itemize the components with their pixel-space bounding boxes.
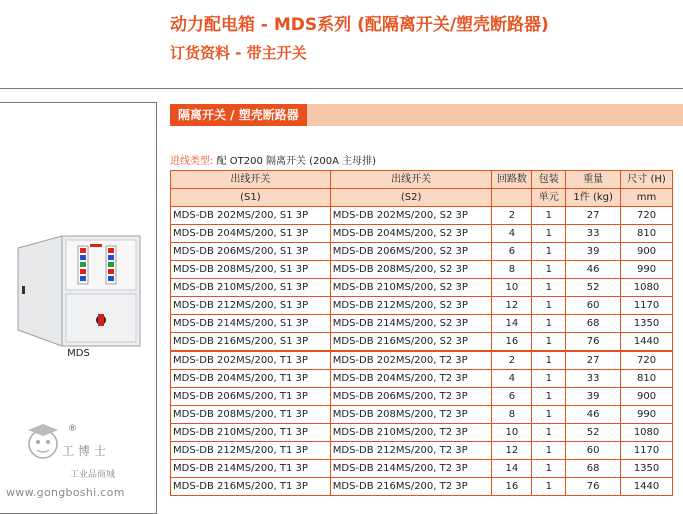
table-row — [171, 315, 673, 333]
table-row — [171, 351, 673, 370]
cell-circuits: 16 — [492, 478, 532, 496]
cell-s1-model: MDS-DB 212MS/200, T1 3P — [171, 442, 331, 460]
cell-height: 900 — [621, 388, 673, 406]
cell-s1-model: MDS-DB 202MS/200, S1 3P — [171, 207, 331, 225]
feed-type-label: 进线类型: — [170, 156, 214, 167]
col-header: 包装 — [532, 171, 566, 189]
cell-weight: 46 — [566, 406, 621, 424]
cell-circuits: 8 — [492, 261, 532, 279]
table-row — [171, 388, 673, 406]
mascot-logo-icon — [20, 420, 66, 466]
cell-circuits: 14 — [492, 460, 532, 478]
header-divider — [0, 88, 683, 89]
cell-height: 1170 — [621, 442, 673, 460]
cell-circuits: 4 — [492, 225, 532, 243]
cell-weight: 27 — [566, 351, 621, 370]
cell-circuits: 14 — [492, 315, 532, 333]
watermark-brand: 工博士 — [62, 444, 111, 458]
cell-pack-unit: 1 — [532, 424, 566, 442]
cell-s2-model: MDS-DB 208MS/200, S2 3P — [330, 261, 492, 279]
cell-s2-model: MDS-DB 204MS/200, T2 3P — [330, 370, 492, 388]
col-subheader: 单元 — [532, 189, 566, 207]
cell-pack-unit: 1 — [532, 243, 566, 261]
cell-s2-model: MDS-DB 216MS/200, T2 3P — [330, 478, 492, 496]
registered-mark: ® — [68, 424, 77, 434]
feed-type-value: 配 OT200 隔离开关 (200A 主母排) — [216, 156, 377, 167]
cell-circuits: 2 — [492, 207, 532, 225]
cell-s2-model: MDS-DB 214MS/200, S2 3P — [330, 315, 492, 333]
cell-weight: 76 — [566, 333, 621, 352]
cell-pack-unit: 1 — [532, 297, 566, 315]
cell-weight: 52 — [566, 424, 621, 442]
cell-s1-model: MDS-DB 208MS/200, T1 3P — [171, 406, 331, 424]
cell-s1-model: MDS-DB 216MS/200, T1 3P — [171, 478, 331, 496]
cell-pack-unit: 1 — [532, 388, 566, 406]
cell-weight: 39 — [566, 388, 621, 406]
cell-pack-unit: 1 — [532, 478, 566, 496]
cell-s2-model: MDS-DB 216MS/200, S2 3P — [330, 333, 492, 352]
cell-s2-model: MDS-DB 208MS/200, T2 3P — [330, 406, 492, 424]
cell-weight: 52 — [566, 279, 621, 297]
cell-weight: 39 — [566, 243, 621, 261]
cell-circuits: 10 — [492, 424, 532, 442]
col-header: 重量 — [566, 171, 621, 189]
product-caption: MDS — [67, 348, 90, 359]
cell-weight: 68 — [566, 315, 621, 333]
cell-weight: 33 — [566, 225, 621, 243]
cell-s1-model: MDS-DB 210MS/200, S1 3P — [171, 279, 331, 297]
cell-circuits: 12 — [492, 442, 532, 460]
table-body — [171, 207, 673, 496]
distribution-cabinet-image — [14, 140, 142, 350]
table-header-row-1 — [171, 171, 673, 189]
col-header: 出线开关 — [330, 171, 492, 189]
cell-pack-unit: 1 — [532, 370, 566, 388]
col-subheader: mm — [621, 189, 673, 207]
cell-s2-model: MDS-DB 210MS/200, T2 3P — [330, 424, 492, 442]
cell-height: 1080 — [621, 279, 673, 297]
cell-s2-model: MDS-DB 202MS/200, S2 3P — [330, 207, 492, 225]
cell-s1-model: MDS-DB 208MS/200, S1 3P — [171, 261, 331, 279]
table-row — [171, 297, 673, 315]
cell-pack-unit: 1 — [532, 279, 566, 297]
col-header: 尺寸 (H) — [621, 171, 673, 189]
cell-pack-unit: 1 — [532, 406, 566, 424]
table-row — [171, 478, 673, 496]
ordering-table — [170, 170, 673, 496]
table-row — [171, 225, 673, 243]
cell-pack-unit: 1 — [532, 333, 566, 352]
cell-height: 1170 — [621, 297, 673, 315]
cell-s1-model: MDS-DB 214MS/200, T1 3P — [171, 460, 331, 478]
cell-weight: 68 — [566, 460, 621, 478]
col-subheader: (S2) — [330, 189, 492, 207]
cell-pack-unit: 1 — [532, 315, 566, 333]
cell-s2-model: MDS-DB 206MS/200, T2 3P — [330, 388, 492, 406]
col-subheader: (S1) — [171, 189, 331, 207]
cell-s2-model: MDS-DB 214MS/200, T2 3P — [330, 460, 492, 478]
cell-weight: 27 — [566, 207, 621, 225]
cell-s1-model: MDS-DB 214MS/200, S1 3P — [171, 315, 331, 333]
cell-circuits: 8 — [492, 406, 532, 424]
cell-height: 990 — [621, 406, 673, 424]
cell-weight: 76 — [566, 478, 621, 496]
cell-s1-model: MDS-DB 206MS/200, T1 3P — [171, 388, 331, 406]
table-row — [171, 243, 673, 261]
cell-weight: 33 — [566, 370, 621, 388]
cell-height: 1080 — [621, 424, 673, 442]
col-subheader — [492, 189, 532, 207]
cell-height: 810 — [621, 370, 673, 388]
watermark-url: www.gongboshi.com — [6, 486, 125, 499]
table-row — [171, 333, 673, 352]
table-row — [171, 207, 673, 225]
col-subheader: 1件 (kg) — [566, 189, 621, 207]
cell-pack-unit: 1 — [532, 207, 566, 225]
cell-circuits: 12 — [492, 297, 532, 315]
cell-height: 720 — [621, 207, 673, 225]
cell-s1-model: MDS-DB 204MS/200, T1 3P — [171, 370, 331, 388]
cell-height: 1440 — [621, 333, 673, 352]
col-header: 回路数 — [492, 171, 532, 189]
cell-pack-unit: 1 — [532, 460, 566, 478]
cell-circuits: 10 — [492, 279, 532, 297]
cell-height: 810 — [621, 225, 673, 243]
table-row — [171, 460, 673, 478]
cell-s1-model: MDS-DB 206MS/200, S1 3P — [171, 243, 331, 261]
cell-height: 990 — [621, 261, 673, 279]
cell-height: 1350 — [621, 460, 673, 478]
table-row — [171, 406, 673, 424]
cell-pack-unit: 1 — [532, 261, 566, 279]
cell-circuits: 4 — [492, 370, 532, 388]
cell-s2-model: MDS-DB 212MS/200, T2 3P — [330, 442, 492, 460]
cell-height: 720 — [621, 351, 673, 370]
page-title: 动力配电箱 - MDS系列 (配隔离开关/塑壳断路器) — [170, 15, 549, 35]
cell-height: 900 — [621, 243, 673, 261]
cell-s2-model: MDS-DB 210MS/200, S2 3P — [330, 279, 492, 297]
cell-pack-unit: 1 — [532, 225, 566, 243]
table-row — [171, 442, 673, 460]
cell-height: 1350 — [621, 315, 673, 333]
cell-s1-model: MDS-DB 210MS/200, T1 3P — [171, 424, 331, 442]
feed-type-line — [170, 152, 376, 167]
cell-circuits: 2 — [492, 351, 532, 370]
cell-s2-model: MDS-DB 202MS/200, T2 3P — [330, 351, 492, 370]
cell-weight: 60 — [566, 297, 621, 315]
cell-circuits: 16 — [492, 333, 532, 352]
cell-circuits: 6 — [492, 388, 532, 406]
cell-s1-model: MDS-DB 212MS/200, S1 3P — [171, 297, 331, 315]
table-header-row-2 — [171, 189, 673, 207]
table-row — [171, 424, 673, 442]
cell-weight: 46 — [566, 261, 621, 279]
cell-s2-model: MDS-DB 204MS/200, S2 3P — [330, 225, 492, 243]
table-row — [171, 279, 673, 297]
col-header: 出线开关 — [171, 171, 331, 189]
cell-s1-model: MDS-DB 204MS/200, S1 3P — [171, 225, 331, 243]
cell-s1-model: MDS-DB 216MS/200, S1 3P — [171, 333, 331, 352]
cell-s2-model: MDS-DB 212MS/200, S2 3P — [330, 297, 492, 315]
table-row — [171, 370, 673, 388]
cell-s2-model: MDS-DB 206MS/200, S2 3P — [330, 243, 492, 261]
cell-s1-model: MDS-DB 202MS/200, T1 3P — [171, 351, 331, 370]
watermark — [6, 420, 156, 510]
cell-height: 1440 — [621, 478, 673, 496]
section-heading: 隔离开关 / 塑壳断路器 — [170, 104, 307, 126]
cell-pack-unit: 1 — [532, 351, 566, 370]
cell-pack-unit: 1 — [532, 442, 566, 460]
watermark-subtitle: 工业品商城 — [70, 470, 116, 480]
cell-circuits: 6 — [492, 243, 532, 261]
page-subtitle: 订货资料 - 带主开关 — [170, 44, 307, 62]
table-row — [171, 261, 673, 279]
cell-weight: 60 — [566, 442, 621, 460]
